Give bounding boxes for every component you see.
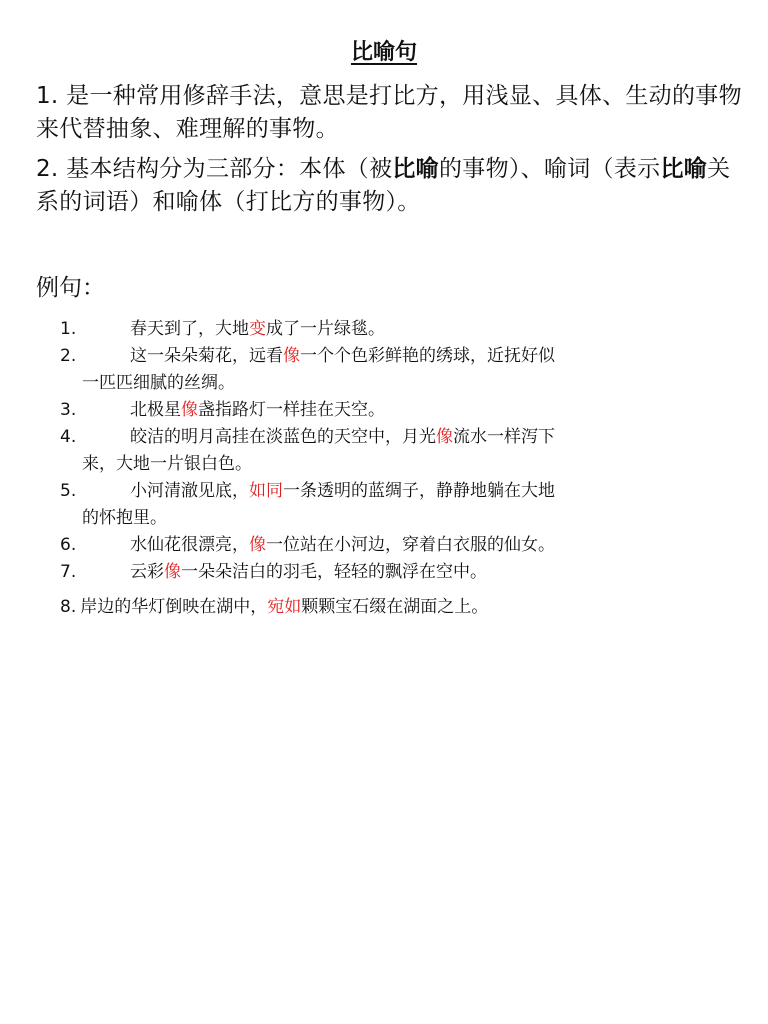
definition-2-part-3: 关系的词语）和喻体（打比方的事物）。 <box>36 156 731 215</box>
example-text-after: 一朵朵洁白的羽毛，轻轻的飘浮在空中。 <box>181 562 487 582</box>
definition-2-bold-term-2: 比喻 <box>660 156 708 182</box>
definition-2 <box>36 153 748 219</box>
example-item <box>60 397 720 424</box>
example-text-before: 小河清澈见底， <box>130 481 249 501</box>
example-text-continued: 一匹匹细腻的丝绸。 <box>82 373 235 393</box>
example-text-before: 北极星 <box>130 400 181 420</box>
example-item <box>60 532 720 559</box>
example-text-after: 一条透明的蓝绸子，静静地躺在大地 <box>283 481 555 501</box>
example-text-after: 颗颗宝石缀在湖面之上。 <box>301 597 489 617</box>
example-item <box>60 478 720 532</box>
definition-2-part-1: 基本结构分为三部分：本体（被 <box>66 156 393 182</box>
examples-heading: 例句： <box>36 275 105 301</box>
example-item <box>60 559 720 586</box>
example-number: 6. <box>60 535 77 555</box>
example-text-before: 云彩 <box>130 562 164 582</box>
example-comparison-word: 宛如 <box>267 597 302 617</box>
page-title: 比喻句 <box>350 40 417 65</box>
example-number: 5. <box>60 481 77 501</box>
example-text-before: 岸边的华灯倒映在湖中， <box>80 597 268 617</box>
example-text-after: 成了一片绿毯。 <box>266 319 385 339</box>
definition-1 <box>36 80 748 146</box>
example-number: 2. <box>60 346 77 366</box>
example-comparison-word: 像 <box>181 400 198 420</box>
example-text-after: 盏指路灯一样挂在天空。 <box>198 400 385 420</box>
example-item <box>60 594 720 621</box>
example-text-continued: 来，大地一片银白色。 <box>82 454 252 474</box>
example-comparison-word: 像 <box>283 346 300 366</box>
example-comparison-word: 变 <box>249 319 266 339</box>
example-comparison-word: 像 <box>164 562 181 582</box>
example-comparison-word: 如同 <box>249 481 283 501</box>
example-number: 8. <box>60 597 77 617</box>
example-text-after: 一个个色彩鲜艳的绣球，近抚好似 <box>300 346 555 366</box>
definition-1-text: 是一种常用修辞手法，意思是打比方，用浅显、具体、生动的事物来代替抽象、难理解的事物。 <box>36 83 742 142</box>
example-text-before: 皎洁的明月高挂在淡蓝色的天空中，月光 <box>130 427 436 447</box>
example-number: 7. <box>60 562 77 582</box>
example-text-continued: 的怀抱里。 <box>82 508 167 528</box>
example-comparison-word: 像 <box>436 427 453 447</box>
example-text-after: 一位站在小河边，穿着白衣服的仙女。 <box>266 535 555 555</box>
example-number: 3. <box>60 400 77 420</box>
definition-2-bold-term-1: 比喻 <box>392 156 439 182</box>
examples-list <box>60 316 720 621</box>
example-text-before: 这一朵朵菊花，远看 <box>130 346 283 366</box>
example-comparison-word: 像 <box>249 535 266 555</box>
example-item <box>60 316 720 343</box>
definition-1-number: 1. <box>36 83 59 109</box>
definition-2-number: 2. <box>36 156 59 182</box>
example-item <box>60 424 720 478</box>
example-text-after: 流水一样泻下 <box>453 427 555 447</box>
example-item <box>60 343 720 397</box>
example-number: 4. <box>60 427 77 447</box>
example-number: 1. <box>60 319 77 339</box>
definition-2-part-2: 的事物）、喻词（表示 <box>438 156 661 182</box>
example-text-before: 春天到了，大地 <box>130 319 249 339</box>
example-text-before: 水仙花很漂亮， <box>130 535 249 555</box>
